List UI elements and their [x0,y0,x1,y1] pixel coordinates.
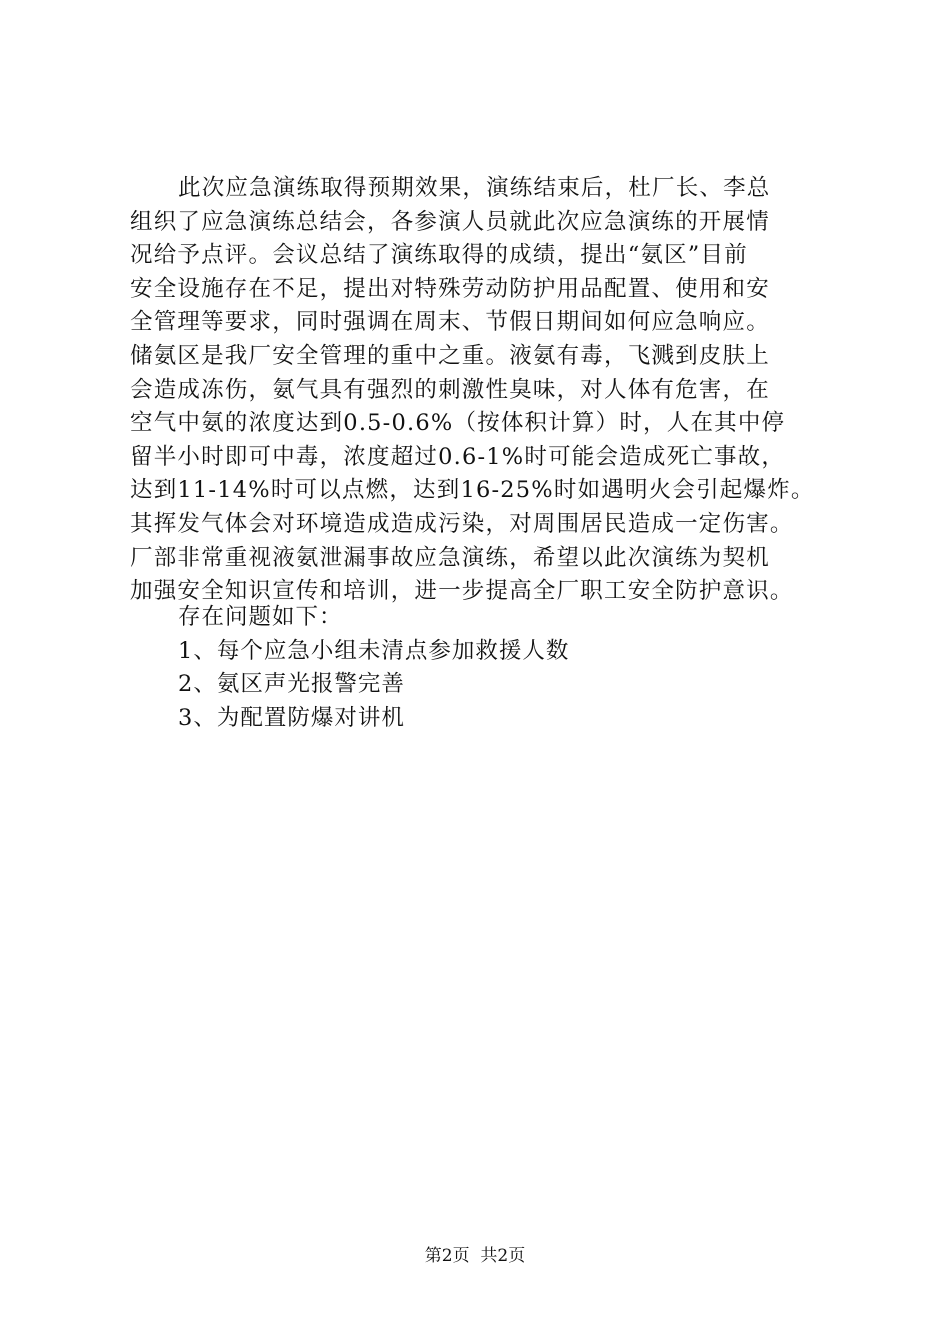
paragraph-line: 此次应急演练取得预期效果，演练结束后，杜厂长、李总 [178,175,771,201]
paragraph-line: 其挥发气体会对环境造成造成污染，对周围居民造成一定伤害。 [130,510,794,537]
paragraph-line: 况给予点评。会议总结了演练取得的成绩，提出“氨区”目前 [130,242,748,269]
paragraph-line: 安全设施存在不足，提出对特殊劳动防护用品配置、使用和安 [130,275,770,302]
issue-item: 2、氨区声光报警完善 [178,671,405,698]
paragraph-line: 会造成冻伤，氨气具有强烈的刺激性臭味，对人体有危害，在 [130,376,770,403]
paragraph-line: 加强安全知识宣传和培训，进一步提高全厂职工安全防护意识。 [130,578,794,605]
body-paragraph [130,172,850,609]
paragraph-line: 厂部非常重视液氨泄漏事故应急演练，希望以此次演练为契机 [130,544,770,571]
issues-heading: 存在问题如下： [178,604,343,630]
paragraph-line: 达到11-14%时可以点燃，达到16-25%时如遇明火会引起爆炸。 [130,477,815,504]
issues-section [178,601,778,735]
paragraph-line: 组织了应急演练总结会，各参演人员就此次应急演练的开展情 [130,208,770,235]
page-footer [0,1244,950,1268]
page-number: 第2页 共2页 [424,1246,526,1266]
issue-item: 1、每个应急小组未清点参加救援人数 [178,637,570,664]
paragraph-line: 空气中氨的浓度达到0.5-0.6%（按体积计算）时，人在其中停 [130,410,786,437]
paragraph-line: 全管理等要求，同时强调在周末、节假日期间如何应急响应。 [130,309,770,336]
paragraph-line: 储氨区是我厂安全管理的重中之重。液氨有毒，飞溅到皮肤上 [130,342,770,369]
paragraph-line: 留半小时即可中毒，浓度超过0.6-1%时可能会造成死亡事故， [130,443,786,470]
issue-item: 3、为配置防爆对讲机 [178,704,405,731]
